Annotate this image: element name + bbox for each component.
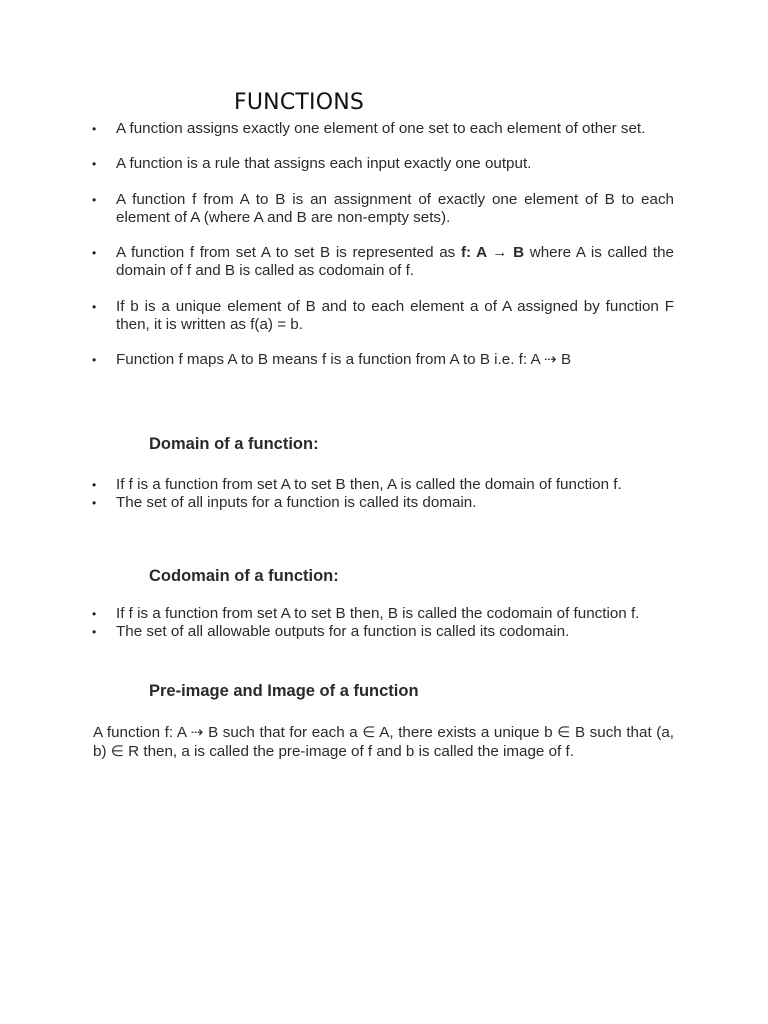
intro-bullet-list (0, 120, 768, 370)
bullet-icon: • (92, 478, 97, 492)
bullet-text: If b is a unique element of B and to each element a of A assigned by function F then, it is written as f(a) = b. (116, 297, 674, 334)
bullet-icon: • (92, 299, 97, 314)
list-item (0, 605, 768, 623)
list-item (0, 494, 768, 512)
bullet-text-part: A function f from set A to set B is represented as (116, 244, 461, 262)
bullet-text: If f is a function from set A to set B then, A is called the domain of function f. (116, 476, 622, 493)
list-item (0, 476, 768, 494)
bullet-text: If f is a function from set A to set B then, B is called the codomain of function f. (116, 605, 640, 622)
preimage-paragraph: A function f: A ⇢ B such that for each a ∈ A, there exists a unique b ∈ B such that (a, b) ∈ R then, a is called the pre-image of f and b is called the image of f. (93, 724, 674, 760)
bullet-icon: • (92, 122, 97, 136)
domain-bullet-list (0, 476, 768, 513)
bullet-text: Function f maps A to B means f is a function from A to B i.e. f: A ⇢ B (116, 351, 572, 369)
domain-heading: Domain of a function: (149, 435, 319, 453)
function-notation: f: A → B (460, 244, 525, 262)
bullet-text: The set of all allowable outputs for a function is called its codomain. (116, 623, 570, 641)
list-item (0, 191, 768, 228)
bullet-text: A function is a rule that assigns each input exactly one output. (116, 155, 532, 173)
list-item (0, 351, 768, 369)
bullet-icon: • (92, 607, 97, 621)
preimage-heading: Pre-image and Image of a function (149, 682, 419, 700)
list-item (0, 155, 768, 173)
list-item (0, 298, 768, 335)
codomain-bullet-list (0, 605, 768, 642)
bullet-icon: • (92, 157, 97, 172)
bullet-icon: • (92, 353, 97, 368)
list-item (0, 623, 768, 641)
bullet-text-part: called the domain of f and B is called as codomain of f. (116, 244, 674, 280)
list-item (0, 120, 768, 138)
bullet-text: A function assigns exactly one element of one set to each element of other set. (116, 120, 646, 137)
bullet-text: A function f from A to B is an assignment of exactly one element of B to each element of A (where A and B are non-empty sets). (116, 190, 674, 226)
list-item (0, 244, 768, 281)
bullet-text: The set of all inputs for a function is called its domain. (116, 494, 477, 512)
codomain-heading: Codomain of a function: (149, 567, 339, 585)
bullet-icon: • (92, 625, 97, 640)
bullet-icon: • (92, 496, 97, 511)
bullet-text (116, 244, 674, 281)
page-title: FUNCTIONS (234, 90, 365, 115)
bullet-icon: • (92, 246, 97, 261)
bullet-text-part: where A is (524, 244, 602, 262)
bullet-icon: • (92, 192, 97, 207)
